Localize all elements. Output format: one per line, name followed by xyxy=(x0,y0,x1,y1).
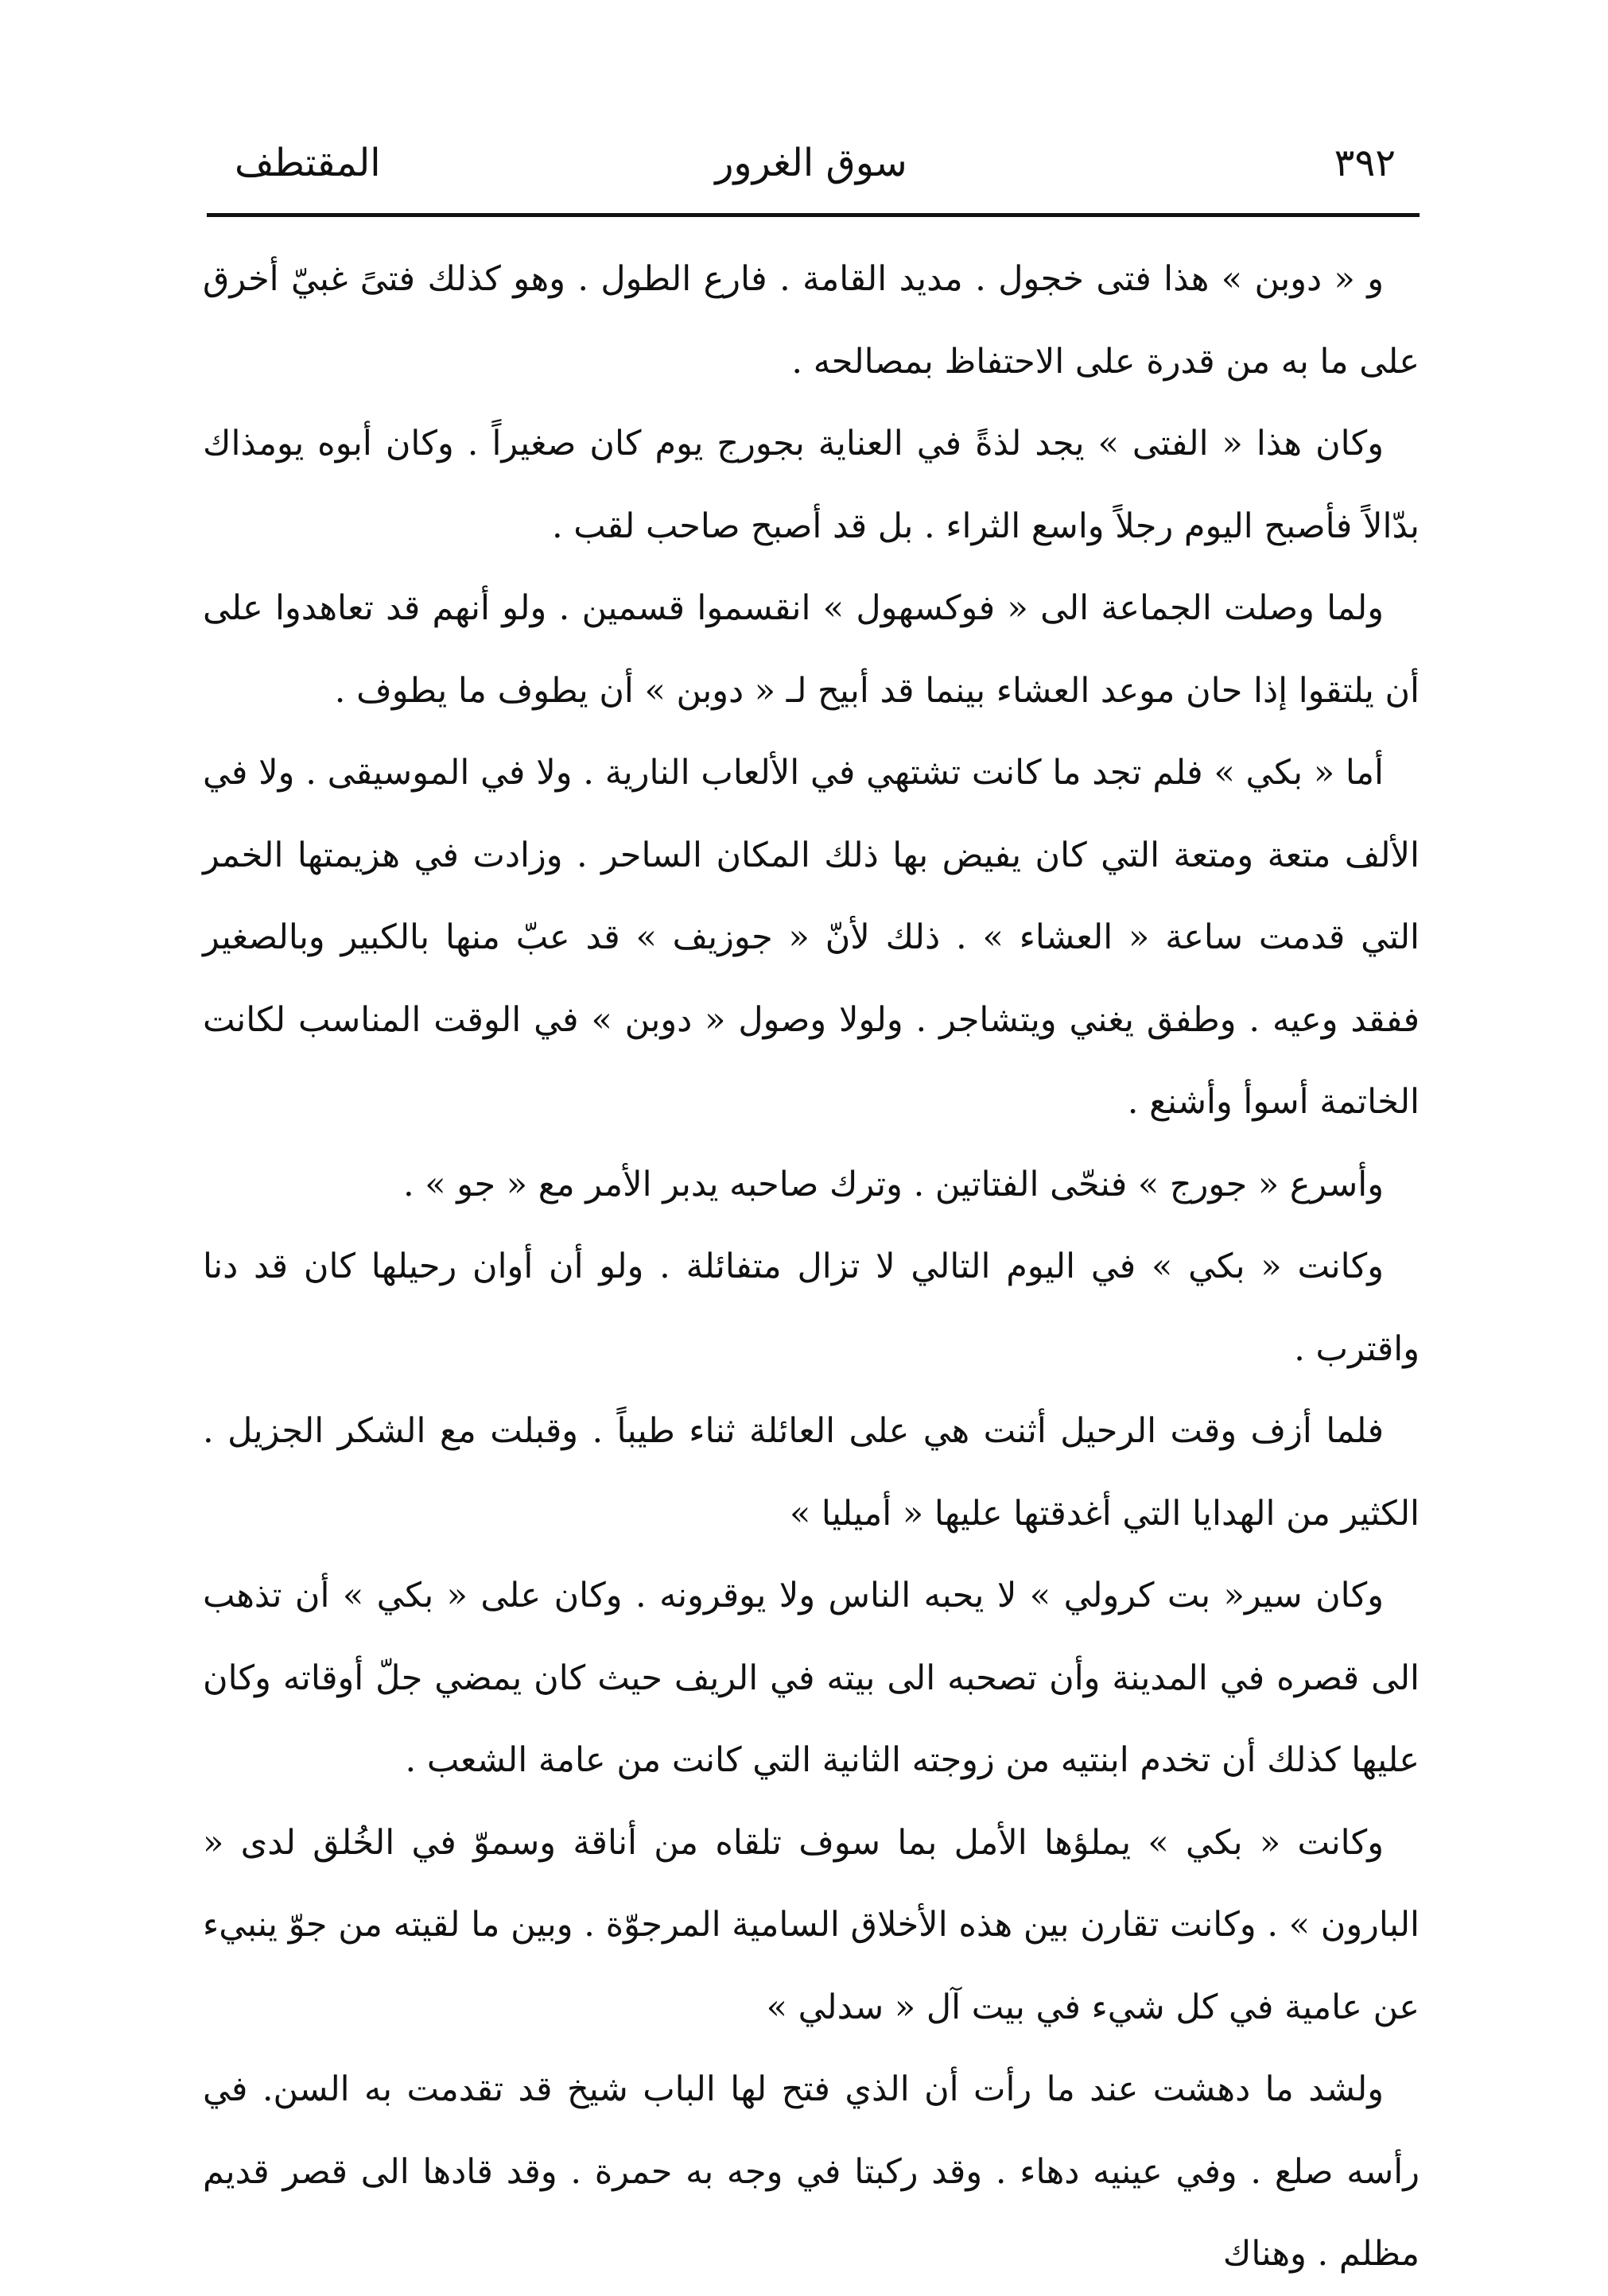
paragraph: وكان هذا « الفتى » يجد لذةً في العناية بجورج يوم كان صغيراً . وكان أبوه يومذاك بدّالاً فأصبح اليوم رجلاً واسع الثراء . بل قد أصبح صاحب لقب . xyxy=(203,424,1420,546)
paragraph: وكان سير« بت كرولي » لا يحبه الناس ولا يوقرونه . وكان على « بكي » أن تذهب الى قصره في المدينة وأن تصحبه الى بيته في الريف حيث كان يمضي جلّ أوقاته وكان عليها كذلك أن تخدم ابنتيه من زوجته الثانية التي كانت من عامة الشعب . xyxy=(203,1576,1420,1780)
paragraph: وكانت « بكي » في اليوم التالي لا تزال متفائلة . ولو أن أوان رحيلها كان قد دنا واقترب . xyxy=(203,1247,1420,1369)
journal-name: المقتطف xyxy=(235,141,381,185)
body-text xyxy=(203,239,1420,2274)
paragraph: ولشد ما دهشت عند ما رأت أن الذي فتح لها الباب شيخ قد تقدمت به السن. في رأسه صلع . وفي عينيه دهاء . وقد ركبتا في وجه به حمرة . وقد قادها الى قصر قديم مظلم . وهناك xyxy=(203,2069,1420,2274)
paragraph: وكانت « بكي » يملؤها الأمل بما سوف تلقاه من أناقة وسموّ في الخُلق لدى « البارون » . وكانت تقارن بين هذه الأخلاق السامية المرجوّة . وبين ما لقيته من جوّ ينبيء عن عامية في كل شيء في بيت آل « سدلي » xyxy=(203,1822,1420,2027)
chapter-title: سوق الغرور xyxy=(715,141,907,185)
paragraph: أما « بكي » فلم تجد ما كانت تشتهي في الألعاب النارية . ولا في الموسيقى . ولا في الألف متعة ومتعة التي كان يفيض بها ذلك المكان الساحر . وزادت في هزيمتها الخمر التي قدمت ساعة « العشاء » . ذلك لأنّ « جوزيف » قد عبّ منها بالكبير وبالصغير ففقد وعيه . وطفق يغني ويتشاجر . ولولا وصول « دوبن » في الوقت المناسب لكانت الخاتمة أسوأ وأشنع . xyxy=(203,753,1420,1122)
header-rule xyxy=(207,213,1420,217)
paragraph: فلما أزف وقت الرحيل أثنت هي على العائلة ثناء طيباً . وقبلت مع الشكر الجزيل . الكثير من الهدايا التي أغدقتها عليها « أميليا » xyxy=(203,1411,1420,1534)
page-number: ٣٩٢ xyxy=(1334,141,1396,185)
running-header xyxy=(203,119,1420,207)
paragraph: وأسرع « جورج » فنحّى الفتاتين . وترك صاحبه يدبر الأمر مع « جو » . xyxy=(402,1164,1384,1204)
paragraph: ولما وصلت الجماعة الى « فوكسهول » انقسموا قسمين . ولو أنهم قد تعاهدوا على أن يلتقوا إذا حان موعد العشاء بينما قد أبيح لـ « دوبن » أن يطوف ما يطوف . xyxy=(203,588,1420,711)
paragraph: و « دوبن » هذا فتى خجول . مديد القامة . فارع الطول . وهو كذلك فتىً غبيّ أخرق على ما به من قدرة على الاحتفاظ بمصالحه . xyxy=(203,259,1420,382)
